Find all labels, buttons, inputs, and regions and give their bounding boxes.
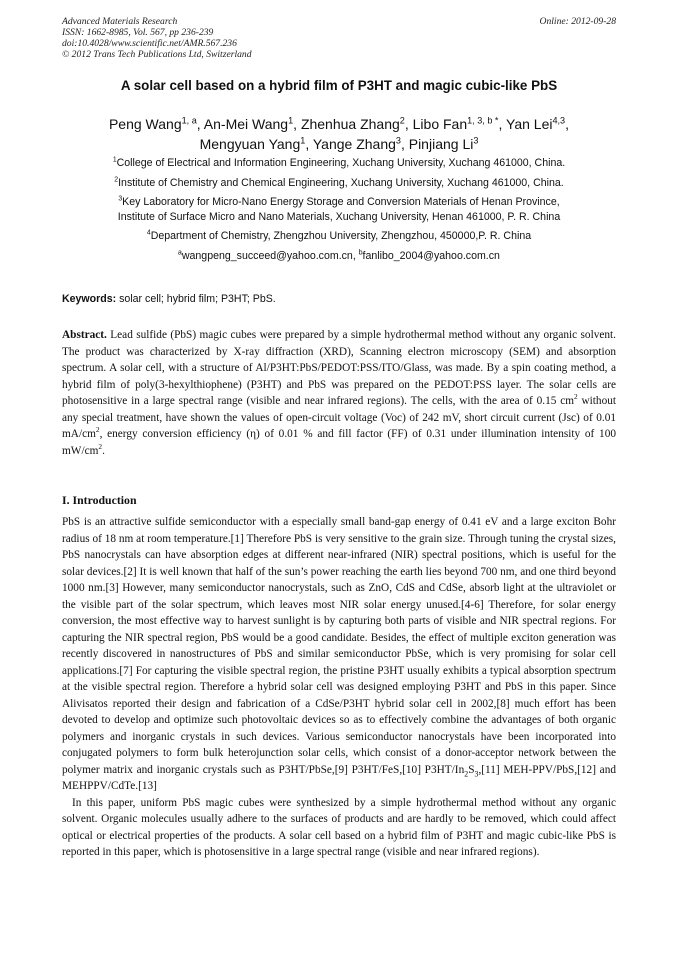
affiliation-2 xyxy=(40,176,638,191)
abstract-label: Abstract. xyxy=(62,329,107,341)
intro-paragraph-1 xyxy=(62,514,616,795)
abstract-sup: 2 xyxy=(95,425,100,435)
affiliation-4 xyxy=(40,229,638,244)
online-date: Online: 2012-09-28 xyxy=(539,16,616,27)
email-mark: b xyxy=(358,248,363,256)
keywords-line xyxy=(62,293,616,305)
journal-header xyxy=(62,16,252,60)
journal-issn: ISSN: 1662-8985, Vol. 567, pp 236-239 xyxy=(62,27,214,38)
affil-text: Key Laboratory for Micro-Nano Energy Storage and Conversion Materials of Henan Province, xyxy=(122,196,560,208)
affiliation-1 xyxy=(40,156,638,171)
intro-paragraph-2: In this paper, uniform PbS magic cubes were synthesized by a simple hydrothermal method without any organic solvent. Organic molecules usually adhere to the surfaces of products and are hardly to be removed, which could affect optical or electrical properties of the products. A solar cell based on a hybrid film of P3HT and magic cubic-like PbS is reported in this paper, which is photosensitive in a large spectral range (visible and near infrared regions). xyxy=(62,796,616,858)
affil-mark: 4 xyxy=(146,229,151,237)
affil-mark: 2 xyxy=(114,175,119,183)
abstract-paragraph xyxy=(62,327,616,459)
affil-text: Institute of Chemistry and Chemical Engineering, Xuchang University, Xuchang 461000, China. xyxy=(118,176,564,189)
affil-mark: 3 xyxy=(118,195,123,203)
intro-sub: 2 xyxy=(464,768,469,778)
author-name: Pinjiang Li xyxy=(408,136,474,152)
author-affil-mark: 1 xyxy=(300,135,306,146)
author-affil-mark: 4,3 xyxy=(552,115,566,126)
email-link[interactable]: fanlibo_2004@yahoo.com.cn xyxy=(362,249,500,262)
keywords-text: solar cell; hybrid film; P3HT; PbS. xyxy=(119,293,276,305)
email-mark: a xyxy=(178,248,182,256)
intro-text: S xyxy=(468,763,475,776)
author-name: An-Mei Wang xyxy=(203,116,289,132)
intro-text: ,[11] MEH-PPV/PbS,[12] and MEHPPV/CdTe.[13] xyxy=(62,763,616,792)
affiliation-3 xyxy=(40,195,638,224)
journal-name: Advanced Materials Research xyxy=(62,16,178,27)
author-name: Libo Fan xyxy=(412,116,468,132)
email-line: $^a$wangpeng_succeed@yahoo.com.cn, $^b$fanlibo_2004@yahoo.com.cn xyxy=(178,248,500,262)
abstract-text: Lead sulfide (PbS) magic cubes were prepared by a simple hydrothermal method without any organic solvent. The product was characterized by X-ray diffraction (XRD), Scanning electron microscopy (SEM) and absorption spectrum. A solar cell, with a structure of Al/P3HT:PbS/PEDOT:PSS/ITO/Glass, was made. By a spin coating method, a hybrid film of poly(3-hexylthiophene) (P3HT) and PbS was prepared on the PEDOT:PSS layer. The solar cells are photosensitive in a large spectral range (visible and near infrared regions). The cells, with the area of 0.15 cm xyxy=(62,329,616,407)
introduction-body xyxy=(62,514,616,861)
author-affil-mark: 3 xyxy=(395,135,401,146)
affil-mark: 1 xyxy=(112,156,117,164)
journal-copyright: © 2012 Trans Tech Publications Ltd, Switzerland xyxy=(62,49,252,60)
abstract-text: without any special treatment, have shown the values of open-circuit voltage (Voc) of 242 mV, short circuit current (Jsc) of 0.01 mA/cm xyxy=(62,395,616,440)
paper-title: A solar cell based on a hybrid film of P3HT and magic cubic-like PbS xyxy=(120,78,558,93)
author-name: Mengyuan Yang xyxy=(199,136,301,152)
affiliation-list xyxy=(40,156,638,263)
abstract-sup: 2 xyxy=(98,441,103,451)
affil-text: Institute of Surface Micro and Nano Materials, Xuchang University, Henan 461000, P. R. China xyxy=(117,210,561,223)
intro-text: PbS is an attractive sulfide semiconductor with a especially small band-gap energy of 0.41 eV and a large exciton Bohr radius of 18 nm at room temperature.[1] Therefore PbS is very sensitive to the grain size. Through tuning the crystal sizes, PbS nanocrystals can have absorption edges at different near-infrared (NIR) spectral positions, which is useful for the solar devices.[2] It is well known that half of the sun’s power reaching the earth lies beyond 700 nm, and one third beyond 1000 nm.[3] However, many semiconductor nanocrystals, such as ZnO, CdS and CdSe, absorb light at the ultraviolet or the visible part of the solar spectrum, which leaves most NIR solar energy unused.[4-6] Therefore, for solar energy conversion, the most effective way to harvest sunlight is by capturing both parts of visible and NIR spectral regions. For capturing the NIR spectral region, PbS would be a good candidate. Besides, the effect of multiple exciton generation was recently discovered in nanostructures of PbS and similar semiconductor PbSe, which is very promising for solar cell applications.[7] For capturing the visible spectral region, the pristine P3HT usually exhibits a typical absorption spectrum at the visible spectral region. Therefore a hybrid solar cell was designed employing P3HT and PbS in this paper. Since Alivisatos reported their design and fabrication of a CdSe/P3HT hybrid solar cell in 2002,[8] much effort has been devoted to develop and optimize such photovoltaic devices so as to effectively combine the advantages of both organic polymers and inorganic crystals in such devices. Various semiconductor nanocrystals have been incorporated into conjugated polymers to form bulk heterojunction solar cells, which consist of a donor-acceptor network between the polymer matrix and inorganic crystals such as P3HT/PbSe,[9] P3HT/FeS,[10] P3HT/In xyxy=(62,516,616,776)
author-name: Peng Wang xyxy=(108,116,182,132)
journal-doi[interactable]: doi:10.4028/www.scientific.net/AMR.567.236 xyxy=(62,38,237,49)
affil-text: College of Electrical and Information Engineering, Xuchang University, Xuchang 461000, China. xyxy=(116,157,566,169)
abstract-text: . xyxy=(102,444,105,457)
author-affil-mark: 3 xyxy=(473,135,479,146)
section-heading: I. Introduction xyxy=(62,493,137,507)
author-affil-mark: 1 xyxy=(288,115,294,126)
abstract-sup: 2 xyxy=(574,392,578,402)
author-affil-mark: 1, 3, b * xyxy=(467,115,499,126)
author-list: Peng Wang$^{1, a}$, An-Mei Wang$^1$, Zhenhua Zhang$^2$, Libo Fan$^{1, 3, b *}$, Yan Lei$^{4,3}$, Mengyuan Yang$^1$, Yange Zhang$^3$, Pinjiang Li$^3$ xyxy=(108,115,570,152)
author-affil-mark: 1, a xyxy=(181,115,197,126)
author-name: Zhenhua Zhang xyxy=(300,116,400,132)
author-name: Yange Zhang xyxy=(312,136,396,152)
affil-text: Department of Chemistry, Zhengzhou University, Zhengzhou, 450000,P. R. China xyxy=(150,230,532,242)
keywords-label: Keywords: xyxy=(62,293,117,305)
author-affil-mark: 2 xyxy=(399,115,405,126)
intro-sub: 3 xyxy=(474,768,479,778)
abstract-text: , energy conversion efficiency (η) of 0.01 % and fill factor (FF) of 0.31 under illumination intensity of 100 mW/cm xyxy=(62,428,616,457)
author-name: Yan Lei xyxy=(506,116,553,132)
email-link[interactable]: wangpeng_succeed@yahoo.com.cn xyxy=(181,249,353,262)
